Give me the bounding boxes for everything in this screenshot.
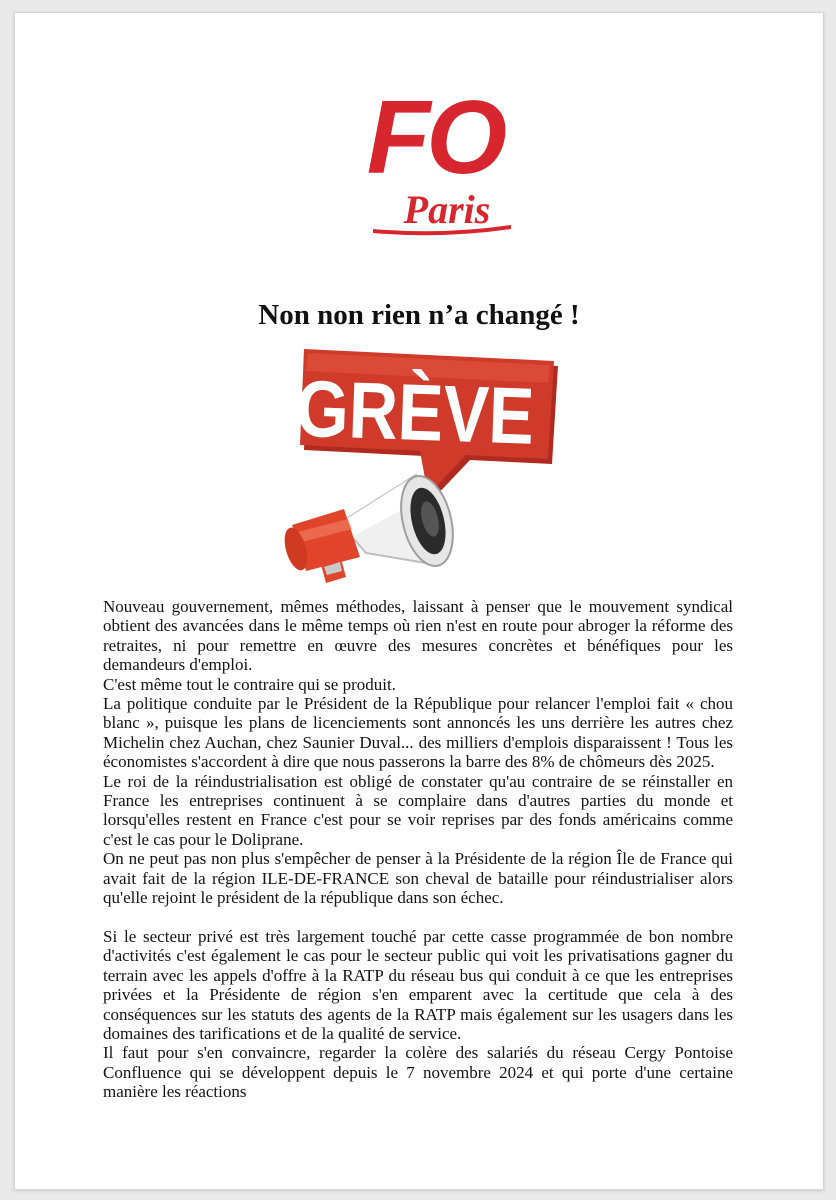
paragraph: Nouveau gouvernement, mêmes méthodes, laissant à penser que le mouvement syndical obtient des avancées dans le même temps où rien n'est en route pour abroger la réforme des retraites, ni pour remettre en œuvre des mesures concrètes et bénéfiques pour les demandeurs d'emploi. <box>103 597 733 675</box>
megaphone-icon <box>280 471 461 583</box>
greve-megaphone-illustration <box>270 343 570 588</box>
document-title: Non non rien n’a changé ! <box>258 299 580 331</box>
paragraph: On ne peut pas non plus s'empêcher de penser à la Présidente de la région Île de France qui avait fait de la région ILE-DE-FRANCE son cheval de bataille pour réindustrialiser alors qu'elle rejoint le président de la république dans son échec. <box>103 849 733 908</box>
paragraph: Si le secteur privé est très largement touché par cette casse programmée de bon nombre d'activités c'est également le cas pour le secteur public qui voit les privatisations gagner du terrain avec les appels d'offre à la RATP du réseau bus qui conduit à ce que les entreprises privées et la Présidente de région s'en emparent avec la certitude que cela à des conséquences sur les statuts des agents de la RATP mais également sur les usagers dans les domaines des tarifications et de la qualité de service. <box>103 926 733 1043</box>
greve-label: GRÈVE <box>294 363 536 462</box>
paragraph: Le roi de la réindustrialisation est obligé de constater qu'au contraire de se réinstaller en France les entreprises continuent à se complaire dans d'autres parties du monde et lorsqu'elles restent en France c'est pour se voir reprises par des fonds américains comme c'est le cas pour le Doliprane. <box>103 771 733 849</box>
fo-paris-logo <box>355 61 515 241</box>
logo-paris-text: Paris <box>403 187 491 232</box>
paragraph: Il faut pour s'en convaincre, regarder la colère des salariés du réseau Cergy Pontoise Confluence qui se développent depuis le 7 novembre 2024 et qui porte d'une certaine manière les réactions <box>103 1043 733 1102</box>
paragraph: La politique conduite par le Président de la République pour relancer l'emploi fait « chou blanc », puisque les plans de licenciements sont annoncés les uns derrière les autres chez Michelin chez Auchan, chez Saunier Duval... des milliers d'emplois disparaissent ! Tous les économistes s'accordent à dire que nous passerons la barre des 8% de chômeurs dès 2025. <box>103 694 733 772</box>
document-page <box>14 12 824 1190</box>
document-body <box>103 597 733 1102</box>
paragraph: C'est même tout le contraire qui se produit. <box>103 674 396 694</box>
logo-fo-text: FO <box>366 80 504 196</box>
